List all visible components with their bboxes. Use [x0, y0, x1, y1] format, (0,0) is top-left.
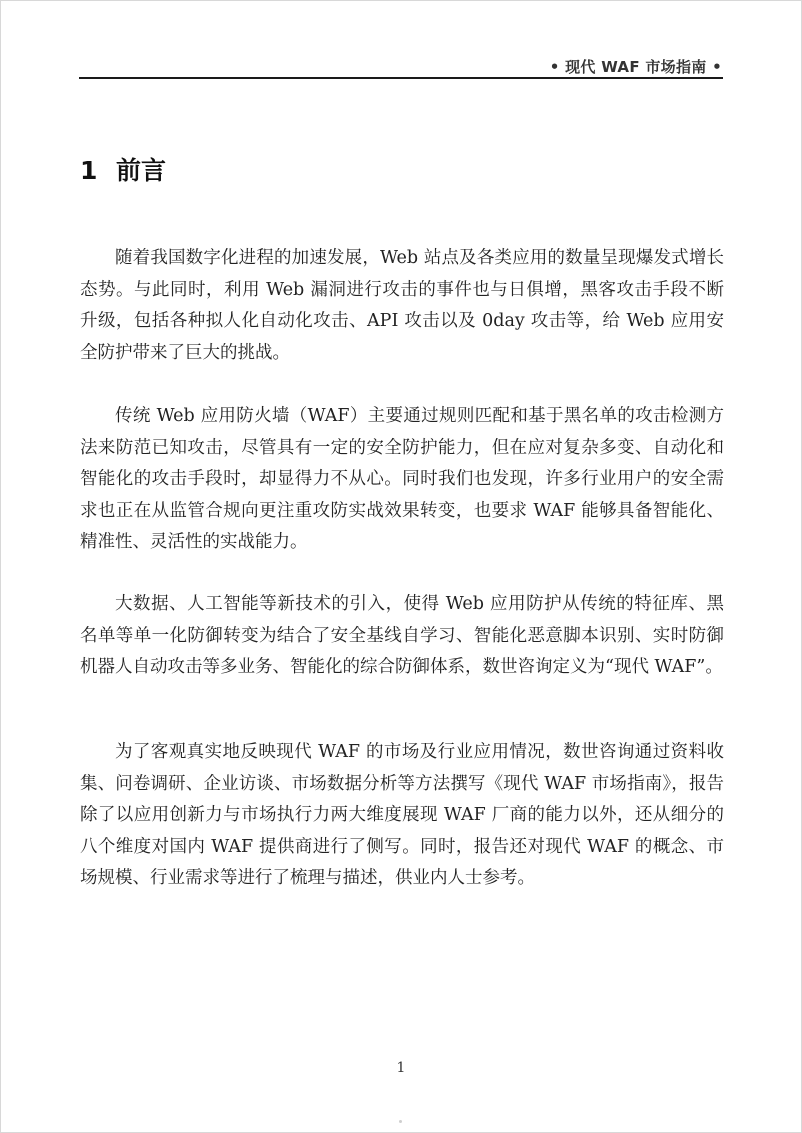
section-title: 前言 — [116, 156, 167, 185]
body-paragraph: 传统 Web 应用防火墙（WAF）主要通过规则匹配和基于黑名单的攻击检测方法来防范已知攻击，尽管具有一定的安全防护能力，但在应对复杂多变、自动化和智能化的攻击手段时，却显得力不从心。同时我们也发现，许多行业用户的安全需求也正在从监管合规向更注重攻防实战效果转变，也要求 WAF 能够具备智能化、精准性、灵活性的实战能力。 — [80, 406, 724, 553]
bottom-dot — [399, 1120, 402, 1123]
body-paragraph: 为了客观真实地反映现代 WAF 的市场及行业应用情况，数世咨询通过资料收集、问卷调研、企业访谈、市场数据分析等方法撰写《现代 WAF 市场指南》，报告除了以应用创新力与市场执行力两大维度展现 WAF 厂商的能力以外，还从细分的八个维度对国内 WAF 提供商进行了侧写。同时，报告还对现代 WAF 的概念、市场规模、行业需求等进行了梳理与描述，供业内人士参考。 — [80, 742, 724, 889]
header-divider — [79, 77, 723, 79]
page-number: 1 — [396, 1060, 406, 1076]
running-header: • 现代 WAF 市场指南 • — [549, 58, 722, 76]
body-paragraph: 随着我国数字化进程的加速发展，Web 站点及各类应用的数量呈现爆发式增长态势。与此同时，利用 Web 漏洞进行攻击的事件也与日俱增，黑客攻击手段不断升级，包括各种拟人化自动化攻击、API 攻击以及 0day 攻击等，给 Web 应用安全防护带来了巨大的挑战。 — [80, 248, 724, 363]
section-number: 1 — [80, 156, 98, 185]
section-heading — [80, 151, 166, 187]
body-paragraph: 大数据、人工智能等新技术的引入，使得 Web 应用防护从传统的特征库、黑名单等单一化防御转变为结合了安全基线自学习、智能化恶意脚本识别、实时防御机器人自动攻击等多业务、智能化的综合防御体系，数世咨询定义为“现代 WAF”。 — [80, 594, 724, 678]
